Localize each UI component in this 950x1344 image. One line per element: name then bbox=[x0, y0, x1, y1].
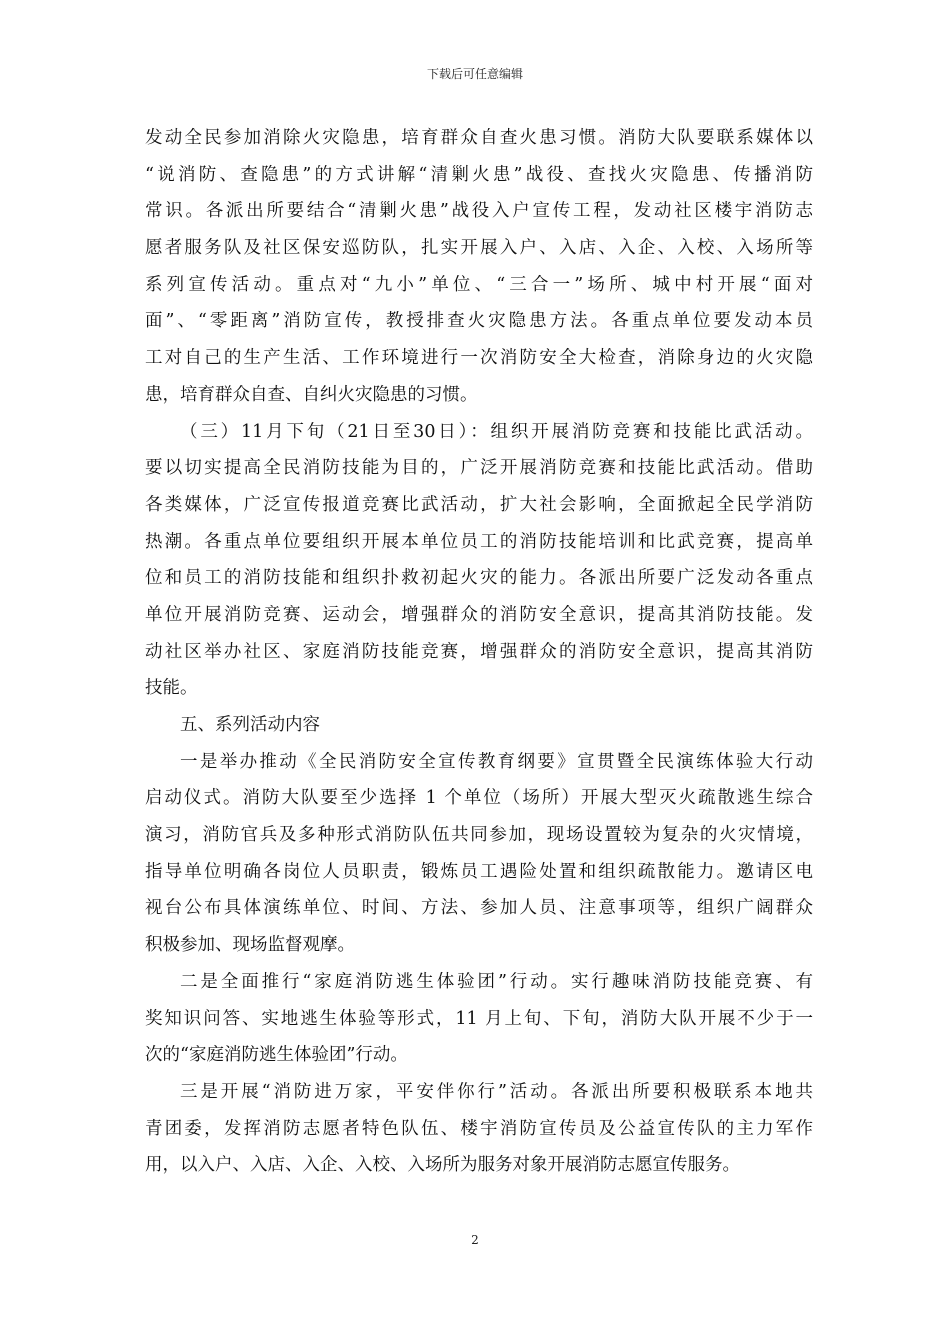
text-line: 奖知识问答、实地逃生体验等形式，11 月上旬、下旬，消防大队开展不少于一 bbox=[145, 1008, 813, 1029]
page-number: 2 bbox=[471, 1233, 479, 1247]
text-line: 常识。各派出所要结合“清剿火患”战役入户宣传工程，发动社区楼宇消防志 bbox=[145, 201, 813, 222]
text-line: 系列宣传活动。重点对“九小”单位、“三合一”场所、城中村开展“面对 bbox=[145, 274, 813, 295]
paragraph-launch-ceremony bbox=[145, 744, 813, 964]
text-line: 演习，消防官兵及多种形式消防队伍共同参加，现场设置较为复杂的火灾情境， bbox=[145, 825, 813, 846]
text-line: 面”、“零距离”消防宣传，教授排查火灾隐患方法。各重点单位要发动本员 bbox=[145, 311, 813, 332]
text-line: 用，以入户、入店、入企、入校、入场所为服务对象开展消防志愿宣传服务。 bbox=[145, 1155, 740, 1176]
section-title: 五、系列活动内容 bbox=[180, 715, 320, 735]
text-line: 各类媒体，广泛宣传报道竞赛比武活动，扩大社会影响，全面掀起全民学消防 bbox=[145, 494, 813, 515]
text-line: 患，培育群众自查、自纠火灾隐患的习惯。 bbox=[145, 384, 478, 405]
text-line: 发动全民参加消除火灾隐患，培育群众自查火患习惯。消防大队要联系媒体以 bbox=[145, 128, 813, 148]
text-line: 视台公布具体演练单位、时间、方法、参加人员、注意事项等，组织广阔群众 bbox=[145, 898, 813, 919]
text-line: “说消防、查隐患”的方式讲解“清剿火患”战役、查找火灾隐患、传播消防 bbox=[145, 164, 813, 185]
document-body bbox=[145, 120, 813, 1184]
page-header: 下载后可任意编辑 bbox=[426, 67, 523, 81]
text-line: 三是开展“消防进万家，平安伴你行”活动。各派出所要积极联系本地共 bbox=[180, 1081, 813, 1102]
text-line: 指导单位明确各岗位人员职责，锻炼员工遇险处置和组织疏散能力。邀请区电 bbox=[145, 861, 813, 882]
text-line: （三）11月下旬（21日至30日）：组织开展消防竞赛和技能比武活动。 bbox=[180, 421, 813, 442]
paragraph-late-november-competition bbox=[145, 414, 813, 708]
text-line: 一是举办推动《全民消防安全宣传教育纲要》宣贯暨全民演练体验大行动 bbox=[180, 751, 813, 772]
text-line: 要以切实提高全民消防技能为目的，广泛开展消防竞赛和技能比武活动。借助 bbox=[145, 458, 813, 479]
text-line: 次的“家庭消防逃生体验团”行动。 bbox=[145, 1045, 408, 1066]
section-heading bbox=[145, 707, 813, 744]
text-line: 启动仪式。消防大队要至少选择 1 个单位（场所）开展大型灭火疏散逃生综合 bbox=[145, 788, 813, 809]
text-line: 技能。 bbox=[145, 678, 198, 699]
text-line: 单位开展消防竞赛、运动会，增强群众的消防安全意识，提高其消防技能。发 bbox=[145, 604, 813, 625]
paragraph-family-escape-experience bbox=[145, 964, 813, 1074]
paragraph-fire-hazard-publicity bbox=[145, 120, 813, 414]
text-line: 二是全面推行“家庭消防逃生体验团”行动。实行趣味消防技能竞赛、有 bbox=[180, 971, 813, 992]
text-line: 位和员工的消防技能和组织扑救初起火灾的能力。各派出所要广泛发动各重点 bbox=[145, 568, 813, 589]
paragraph-fire-safety-to-homes bbox=[145, 1074, 813, 1184]
text-line: 青团委，发挥消防志愿者特色队伍、楼宇消防宣传员及公益宣传队的主力军作 bbox=[145, 1118, 813, 1139]
text-line: 工对自己的生产生活、工作环境进行一次消防安全大检查，消除身边的火灾隐 bbox=[145, 348, 813, 369]
text-line: 动社区举办社区、家庭消防技能竞赛，增强群众的消防安全意识，提高其消防 bbox=[145, 641, 813, 662]
text-line: 愿者服务队及社区保安巡防队，扎实开展入户、入店、入企、入校、入场所等 bbox=[145, 238, 813, 259]
text-line: 积极参加、现场监督观摩。 bbox=[145, 935, 355, 956]
text-line: 热潮。各重点单位要组织开展本单位员工的消防技能培训和比武竞赛，提高单 bbox=[145, 531, 813, 552]
